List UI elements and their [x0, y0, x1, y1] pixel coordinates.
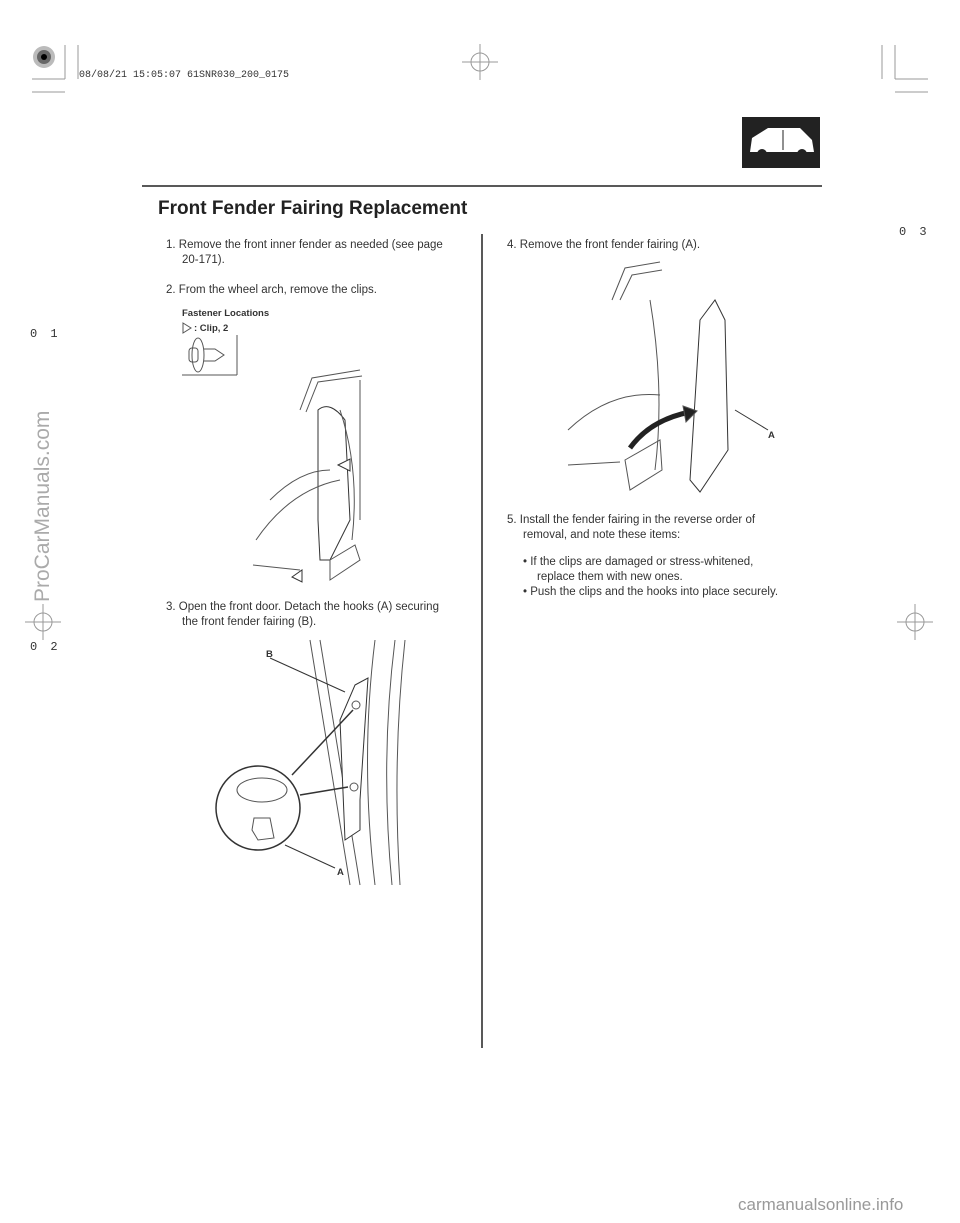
- print-stamp: 08/08/21 15:05:07 61SNR030_200_0175: [79, 70, 290, 81]
- figure-wheel-arch-clips: [253, 370, 362, 582]
- figure-hooks: [216, 640, 405, 885]
- step-3: 3. Open the front door. Detach the hooks (A) securing the front fender fairing (B).: [166, 601, 439, 628]
- figure-remove-fairing: [568, 262, 768, 492]
- page-title: Front Fender Fairing Replacement: [158, 198, 468, 219]
- watermark-bottom: carmanualsonline.info: [738, 1195, 904, 1214]
- figure-legend: : Clip, 2: [194, 323, 229, 334]
- step-5: 5. Install the fender fairing in the reverse order of removal, and note these items:: [507, 514, 756, 541]
- callout-b: B: [266, 649, 273, 660]
- callout-a: A: [337, 867, 344, 878]
- target-mark-icon: [33, 46, 55, 68]
- watermark-left: ProCarManuals.com: [31, 410, 54, 602]
- callout-a: A: [768, 430, 775, 441]
- bullet-item: • If the clips are damaged or stress-whitened, replace them with new ones.: [523, 556, 754, 583]
- bullet-item: • Push the clips and the hooks into place securely.: [523, 586, 779, 598]
- figure-heading: Fastener Locations: [182, 308, 270, 319]
- step-2: 2. From the wheel arch, remove the clips.: [166, 284, 377, 296]
- register-mark: 0 1: [30, 327, 61, 341]
- step-1: 1. Remove the front inner fender as needed (see page 20-171).: [166, 239, 443, 266]
- register-mark: 0 2: [30, 640, 61, 654]
- register-mark: 0 3: [899, 225, 930, 239]
- step-4: 4. Remove the front fender fairing (A).: [507, 239, 701, 251]
- car-body-icon: [742, 117, 820, 168]
